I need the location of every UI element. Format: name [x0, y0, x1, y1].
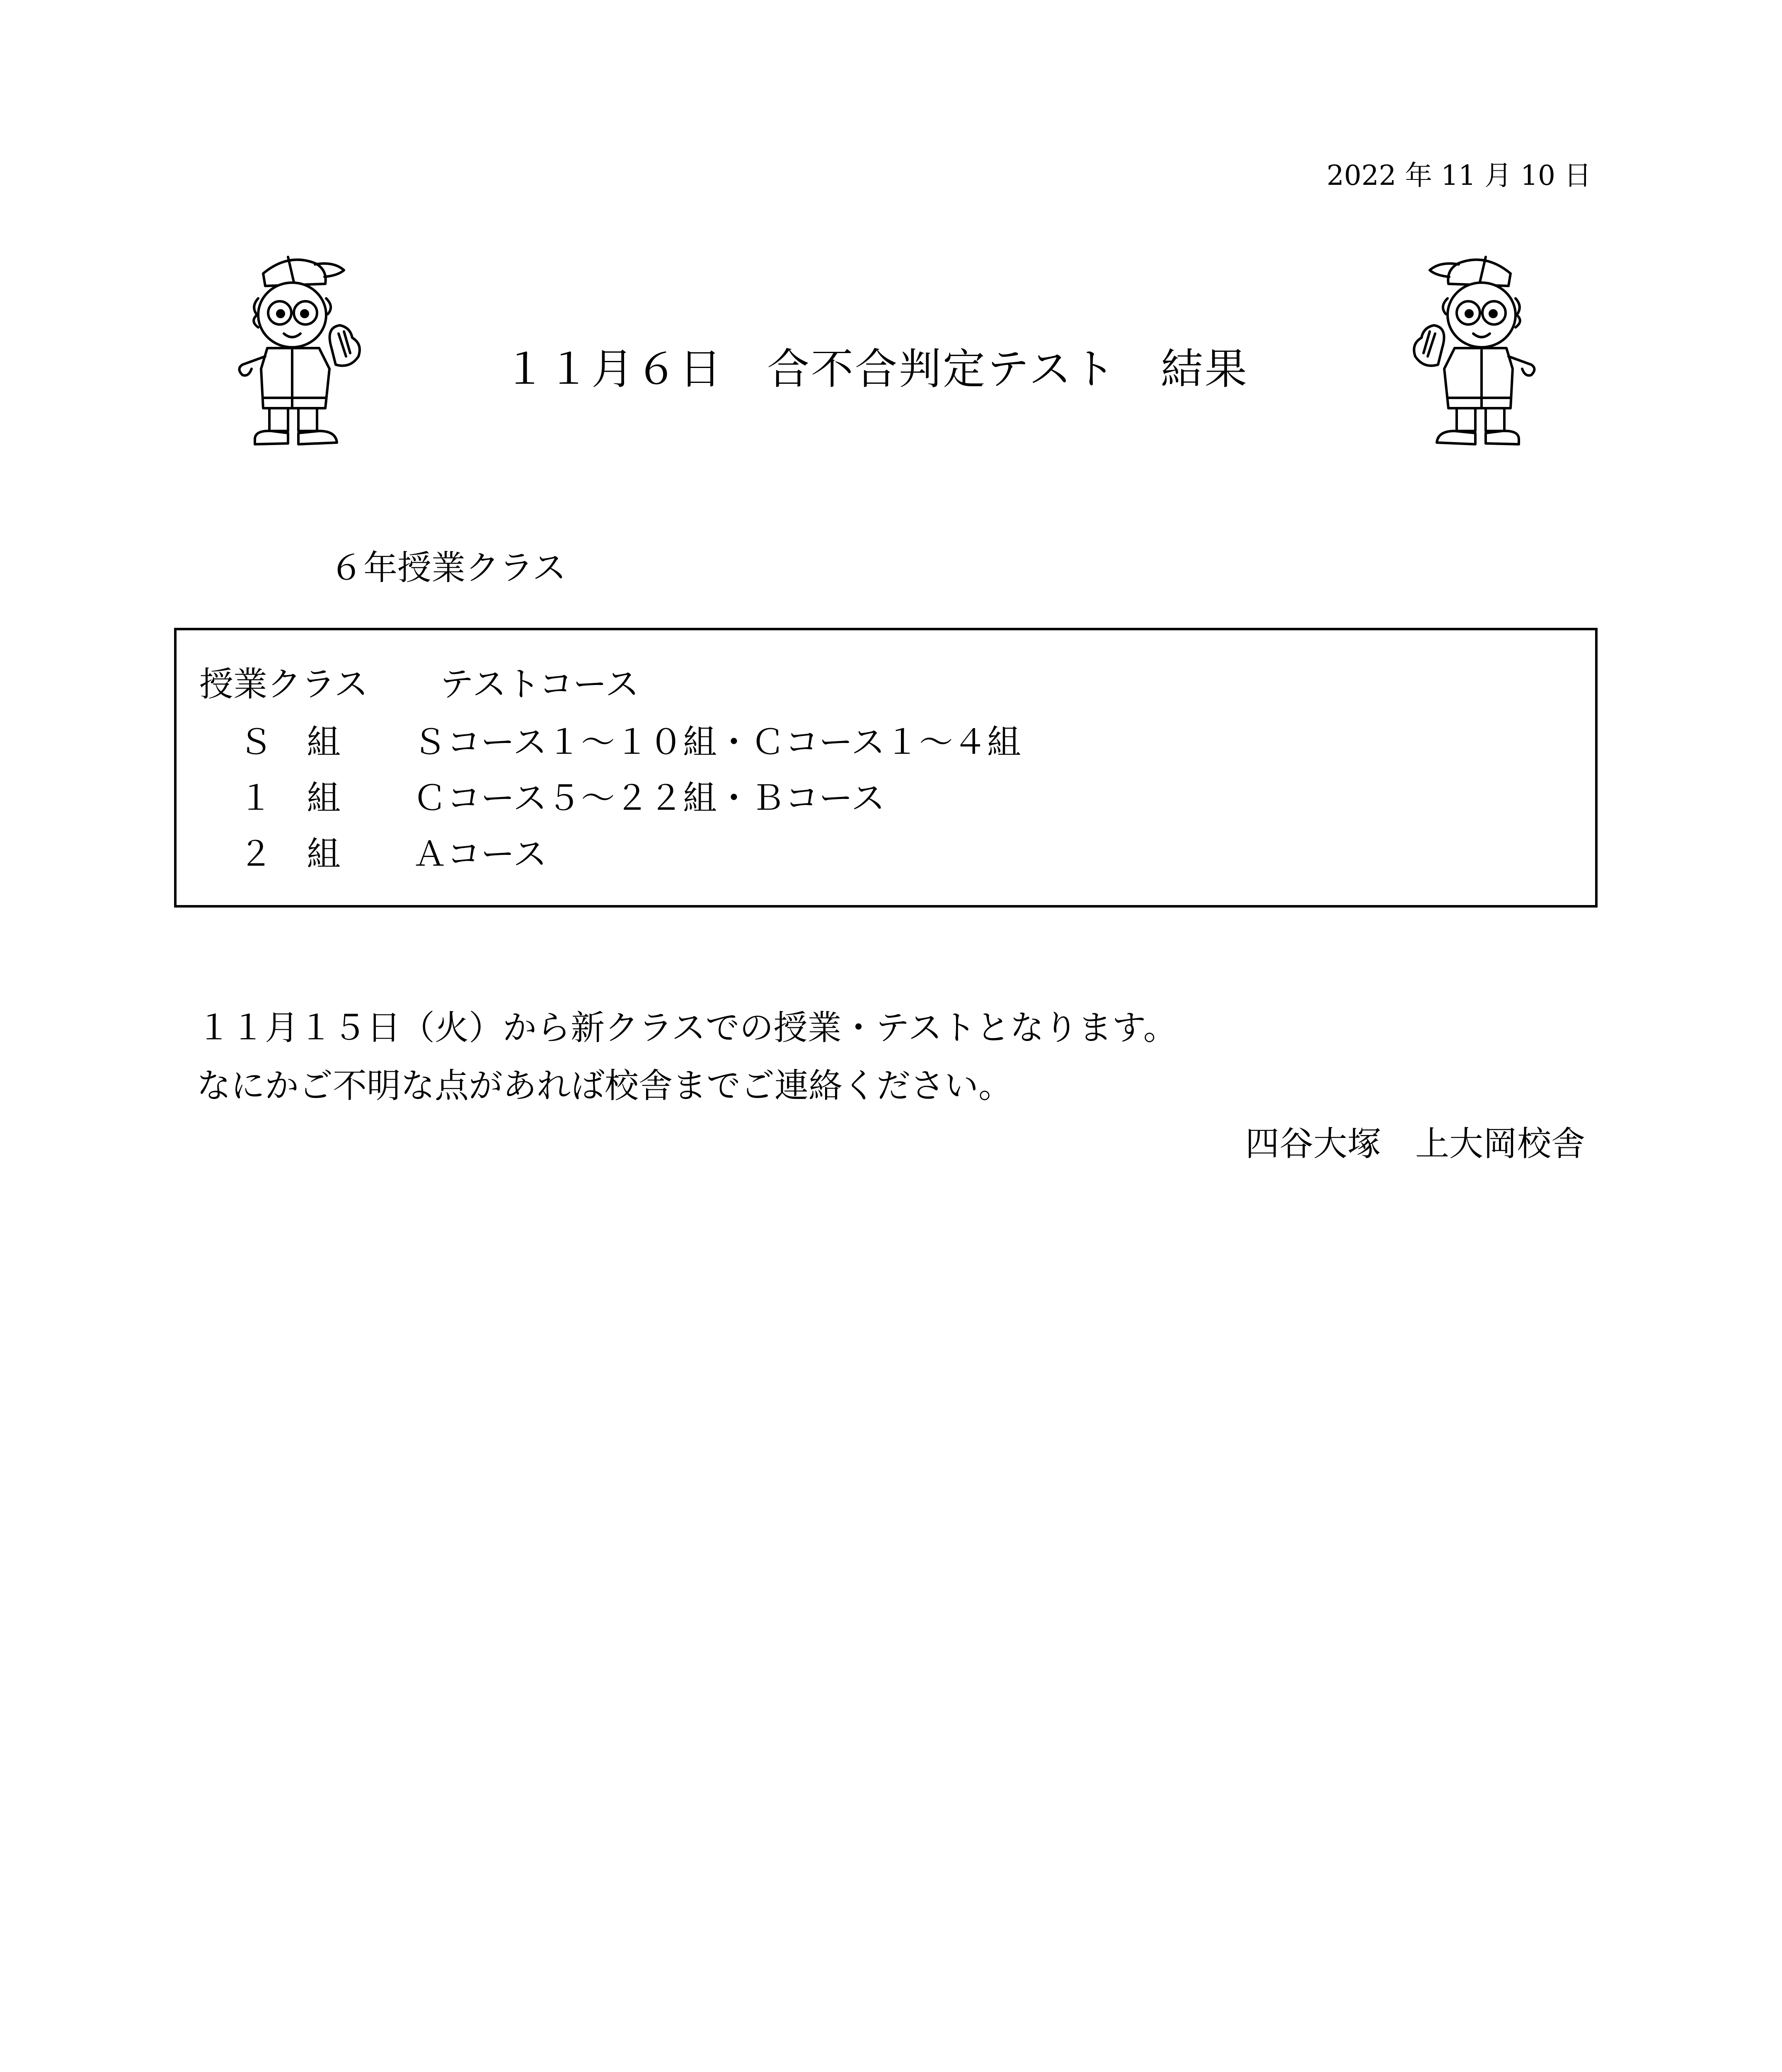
notice-line: １１月１５日（火）から新クラスでの授業・テストとなります。 [197, 1008, 1177, 1048]
column-header-course: テストコース [440, 665, 639, 704]
document-date: 2022 年 11 月 10 日 [1327, 160, 1591, 191]
table-header [199, 657, 639, 706]
row-class: ２ 組 [239, 835, 341, 874]
row-class: １ 組 [239, 779, 341, 818]
row-course: Ｓコース１～１０組・Ｃコース１～４組 [413, 723, 1021, 762]
column-header-class: 授業クラス [199, 665, 368, 704]
row-course: Ａコース [413, 835, 547, 874]
baseball-boy-mascot-icon [226, 244, 375, 456]
section-heading: ６年授業クラス [329, 548, 567, 588]
page-title: １１月６日 合不合判定テスト 結果 [504, 345, 1249, 394]
row-course: Ｃコース５～２２組・Ｂコース [413, 779, 885, 818]
class-assignment-box [174, 628, 1598, 908]
notice-line: なにかご不明な点があれば校舎までご連絡ください。 [197, 1066, 1013, 1106]
row-class: Ｓ 組 [239, 723, 341, 762]
baseball-boy-mascot-icon [1399, 244, 1548, 456]
signature: 四谷大塚 上大岡校舎 [1245, 1124, 1585, 1164]
